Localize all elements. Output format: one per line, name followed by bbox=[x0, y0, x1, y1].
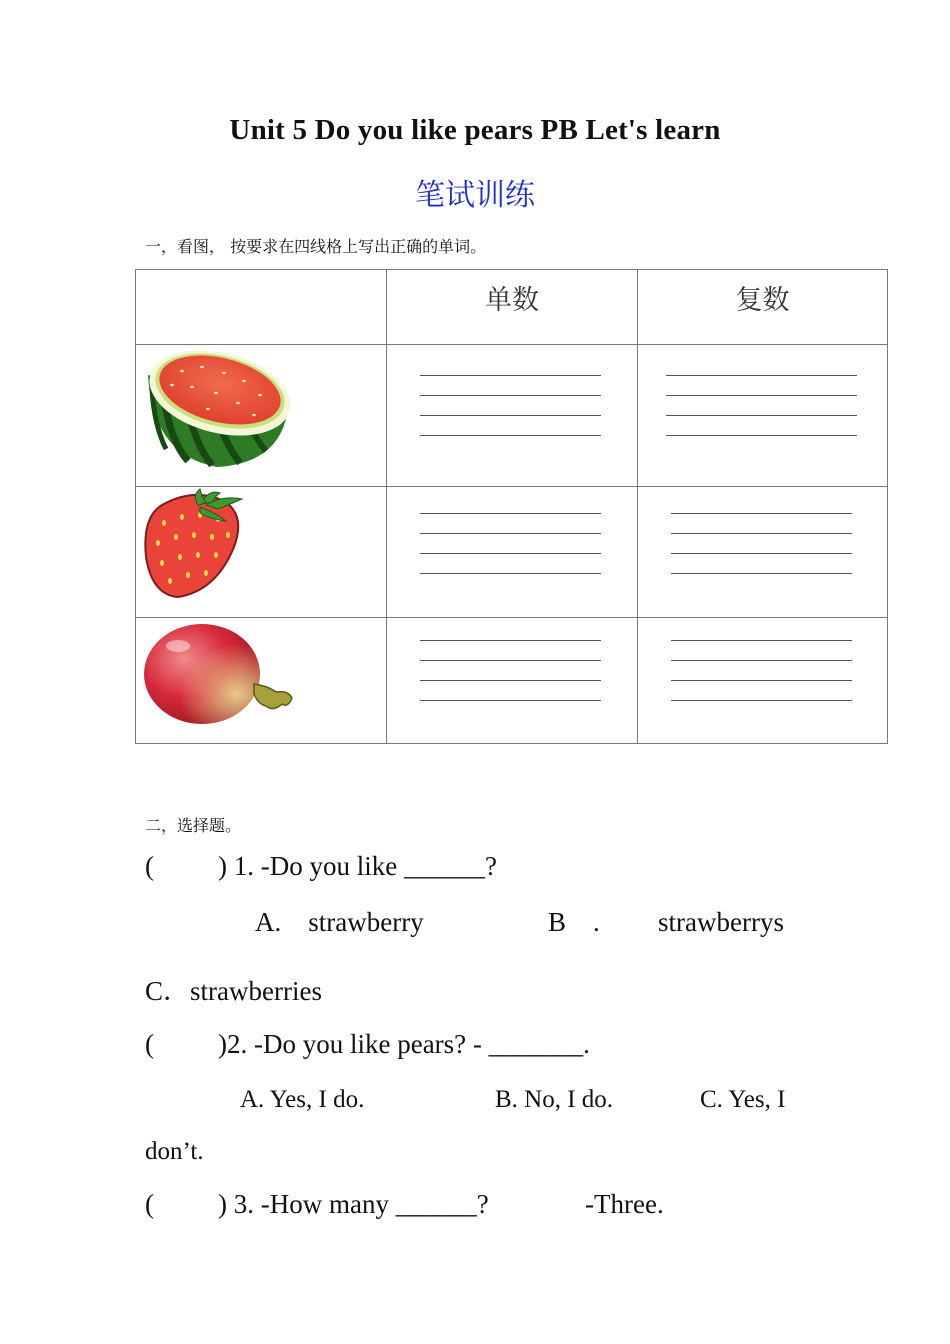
plural-writing-cell-1[interactable] bbox=[638, 345, 888, 487]
singular-writing-cell-3[interactable] bbox=[387, 618, 638, 744]
q1-option-b[interactable]: B . bbox=[548, 907, 600, 937]
q2-option-b[interactable]: B. No, I do. bbox=[495, 1086, 614, 1113]
q2-option-a[interactable]: A. Yes, I do. bbox=[240, 1086, 365, 1113]
grape-image bbox=[142, 620, 298, 730]
q1-option-c[interactable]: C．strawberries bbox=[145, 976, 322, 1006]
plural-writing-cell-2[interactable] bbox=[638, 487, 888, 618]
section2-heading: 二，选择题。 bbox=[145, 816, 242, 835]
word-table bbox=[135, 269, 888, 744]
q1-option-a[interactable]: A. strawberry bbox=[255, 907, 424, 937]
page-subtitle: 笔试训练 bbox=[415, 178, 535, 213]
plural-writing-cell-3[interactable] bbox=[638, 618, 888, 744]
four-line-grid[interactable] bbox=[420, 640, 601, 701]
watermelon-image bbox=[142, 345, 292, 471]
singular-writing-cell-2[interactable] bbox=[387, 487, 638, 618]
q1-answer-paren[interactable]: ( bbox=[145, 851, 154, 881]
picture-cell-grape bbox=[136, 618, 387, 744]
four-line-grid[interactable] bbox=[420, 375, 601, 436]
strawberry-image bbox=[142, 487, 252, 603]
four-line-grid[interactable] bbox=[671, 640, 852, 701]
header-singular: 单数 bbox=[387, 270, 638, 345]
q1-option-b-text[interactable]: strawberrys bbox=[658, 907, 784, 937]
q3-answer-paren[interactable]: ( bbox=[145, 1189, 154, 1219]
header-empty-cell bbox=[136, 270, 387, 345]
singular-writing-cell-1[interactable] bbox=[387, 345, 638, 487]
q3-answer-hint: -Three. bbox=[585, 1189, 664, 1219]
four-line-grid[interactable] bbox=[666, 375, 857, 436]
section1-heading: 一，看图， 按要求在四线格上写出正确的单词。 bbox=[145, 237, 487, 256]
picture-cell-watermelon bbox=[136, 345, 387, 487]
q2-stem: )2. -Do you like pears? - _______. bbox=[218, 1029, 590, 1059]
picture-cell-strawberry bbox=[136, 487, 387, 618]
q1-stem: ) 1. -Do you like ______? bbox=[218, 851, 497, 881]
q2-answer-paren[interactable]: ( bbox=[145, 1029, 154, 1059]
q2-option-c[interactable]: C. Yes, I bbox=[700, 1086, 786, 1113]
page-title: Unit 5 Do you like pears PB Let's learn bbox=[229, 114, 721, 146]
header-plural: 复数 bbox=[638, 270, 888, 345]
four-line-grid[interactable] bbox=[671, 513, 852, 574]
q2-option-c-continued: don’t. bbox=[145, 1138, 204, 1165]
four-line-grid[interactable] bbox=[420, 513, 601, 574]
q3-stem: ) 3. -How many ______? bbox=[218, 1189, 489, 1219]
